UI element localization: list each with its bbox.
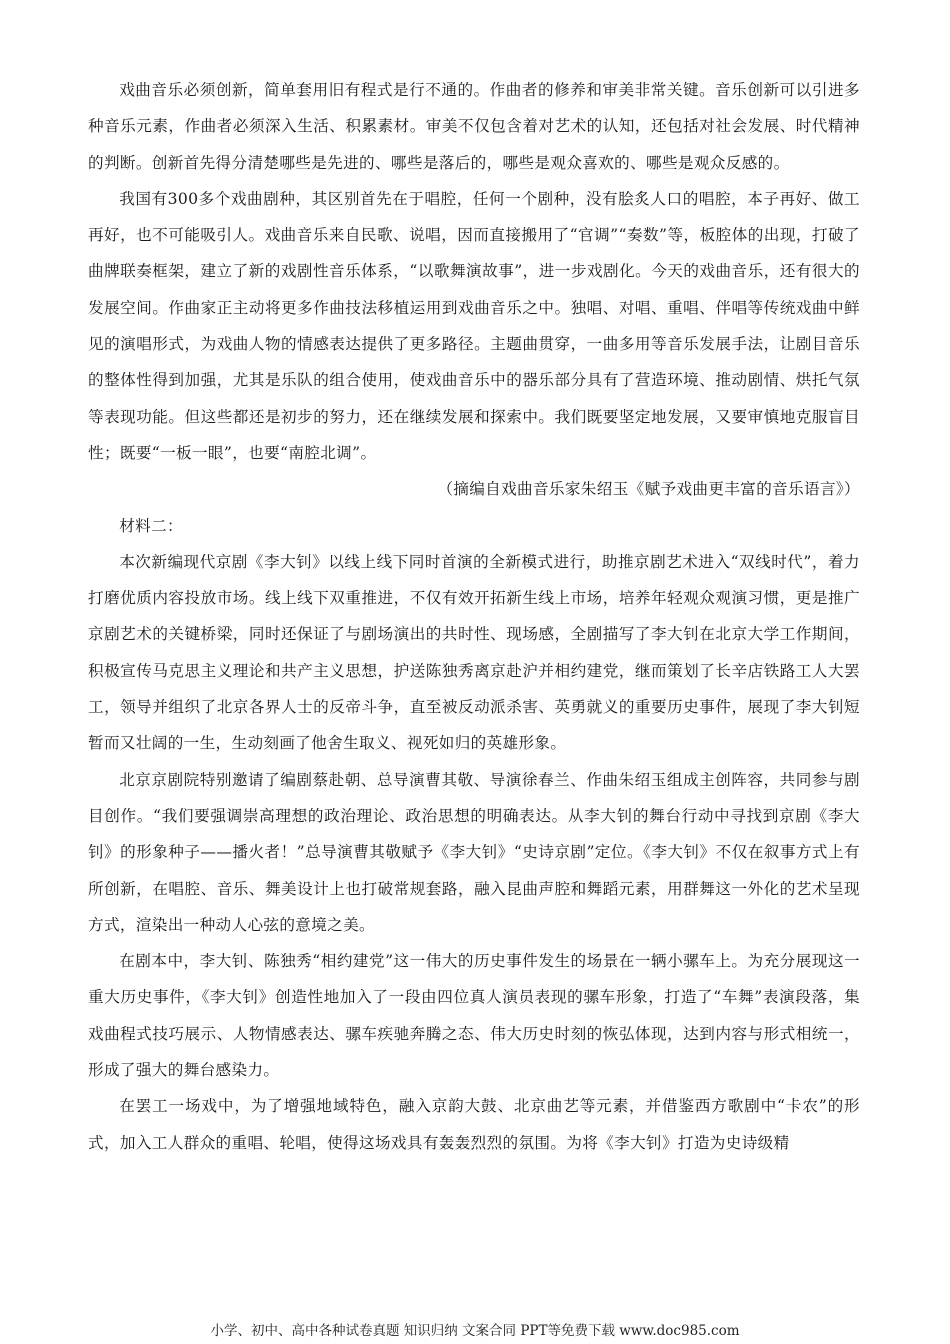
paragraph: 我国有300多个戏曲剧种，其区别首先在于唱腔，任何一个剧种，没有脍炙人口的唱腔，本子再好、做工再好，也不可能吸引人。戏曲音乐来自民歌、说唱，因而直接搬用了“官调”“奏数”等，板腔体的出现，打破了曲牌联奏框架，建立了新的戏剧性音乐体系，“以歌舞演故事”，进一步戏剧化。今天的戏曲音乐，还有很大的发展空间。作曲家正主动将更多作曲技法移植运用到戏曲音乐之中。独唱、对唱、重唱、伴唱等传统戏曲中鲜见的演唱形式，为戏曲人物的情感表达提供了更多路径。主题曲贯穿，一曲多用等音乐发展手法，让剧目音乐的整体性得到加强，尤其是乐队的组合使用，使戏曲音乐中的器乐部分具有了营造环境、推动剧情、烘托气氛等表现功能。但这些都还是初步的努力，还在继续发展和探索中。我们既要坚定地发展，又要审慎地克服盲目性；既要“一板一眼”，也要“南腔北调”。 (88, 189, 860, 462)
paragraph: 北京京剧院特别邀请了编剧蔡赴朝、总导演曹其敬、导演徐春兰、作曲朱绍玉组成主创阵容，共同参与剧目创作。“我们要强调崇高理想的政治理论、政治思想的明确表达。从李大钊的舞台行动中寻找到京剧《李大钊》的形象种子——播火者！”总导演曹其敬赋予《李大钊》“史诗京剧”定位。《李大钊》不仅在叙事方式上有所创新，在唱腔、音乐、舞美设计上也打破常规套路，融入昆曲声腔和舞蹈元素，用群舞这一外化的艺术呈现方式，渲染出一种动人心弦的意境之美。 (88, 770, 860, 934)
paragraph: 在罢工一场戏中，为了增强地域特色，融入京韵大鼓、北京曲艺等元素，并借鉴西方歌剧中“卡农”的形式，加入工人群众的重唱、轮唱，使得这场戏具有轰轰烈烈的氛围。为将《李大钊》打造为史诗级精 (88, 1097, 860, 1152)
source-citation: （摘编自戏曲音乐家朱绍玉《赋予戏曲更丰富的音乐语言》） (437, 480, 860, 499)
document-body (88, 72, 860, 1161)
paragraph: 本次新编现代京剧《李大钊》以线上线下同时首演的全新模式进行，助推京剧艺术进入“双线时代”，着力打磨优质内容投放市场。线上线下双重推进，不仅有效开拓新生线上市场，培养年轻观众观演习惯，更是推广京剧艺术的关键桥梁，同时还保证了与剧场演出的共时性、现场感，全剧描写了李大钊在北京大学工作期间，积极宣传马克思主义理论和共产主义思想，护送陈独秀离京赴沪并相约建党，继而策划了长辛店铁路工人大罢工，领导并组织了北京各界人士的反帝斗争，直至被反动派杀害、英勇就义的重要历史事件，展现了李大钊短暂而又壮阔的一生，生动刻画了他舍生取义、视死如归的英雄形象。 (88, 552, 860, 753)
page-footer: 小学、初中、高中各种试卷真题 知识归纳 文案合同 PPT等免费下载 www.doc985.com (210, 1323, 740, 1339)
paragraph: 戏曲音乐必须创新，简单套用旧有程式是行不通的。作曲者的修养和审美非常关键。音乐创新可以引进多种音乐元素，作曲者必须深入生活、积累素材。审美不仅包含着对艺术的认知，还包括对社会发展、时代精神的判断。创新首先得分清楚哪些是先进的、哪些是落后的，哪些是观众喜欢的、哪些是观众反感的。 (88, 81, 860, 172)
material-heading: 材料二： (119, 516, 183, 535)
paragraph: 在剧本中，李大钊、陈独秀“相约建党”这一伟大的历史事件发生的场景在一辆小骡车上。为充分展现这一重大历史事件，《李大钊》创造性地加入了一段由四位真人演员表现的骡车形象，打造了“车舞”表演段落，集戏曲程式技巧展示、人物情感表达、骡车疾驰奔腾之态、伟大历史时刻的恢弘体现，达到内容与形式相统一，形成了强大的舞台感染力。 (88, 952, 860, 1080)
